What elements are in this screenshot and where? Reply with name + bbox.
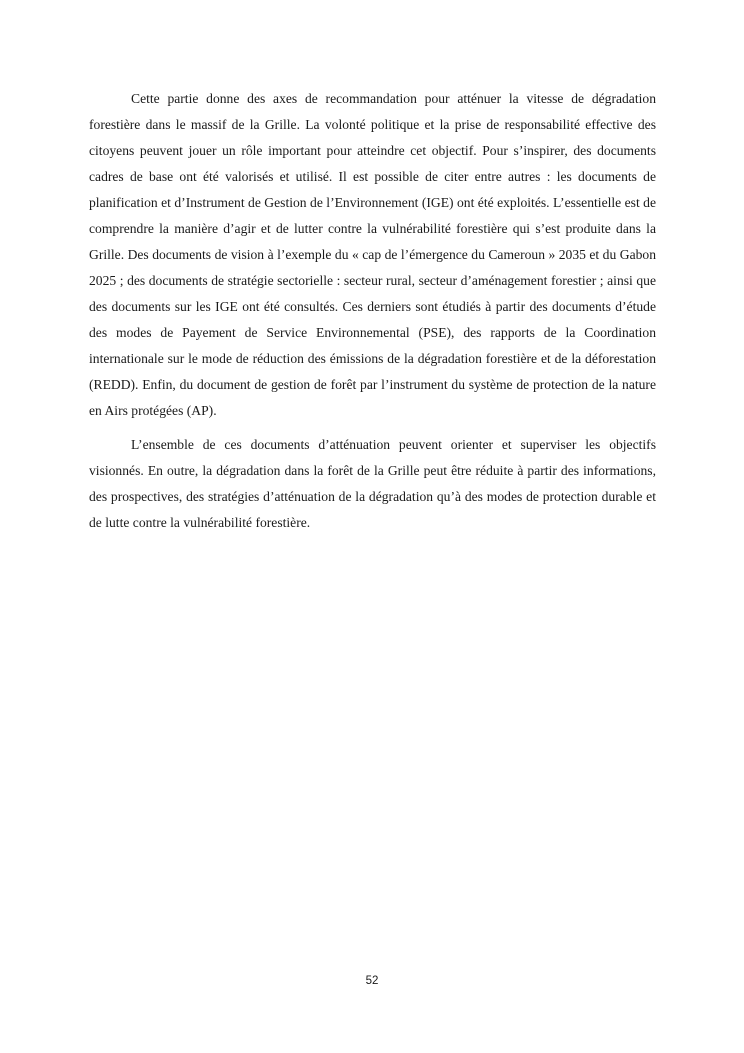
page-number: 52	[365, 975, 379, 987]
body-paragraph-2: L’ensemble de ces documents d’atténuation peuvent orienter et superviser les objectifs visionnés. En outre, la dégradation dans la forêt de la Grille peut être réduite à partir des informations, des prospectives, des stratégies d’atténuation de la dégradation qu’à des modes de protection durable et de lutte contre la vulnérabilité forestière.	[89, 437, 656, 530]
document-body	[89, 86, 656, 536]
body-paragraph-1: Cette partie donne des axes de recommandation pour atténuer la vitesse de dégradation forestière dans le massif de la Grille. La volonté politique et la prise de responsabilité effective des citoyens peuvent jouer un rôle important pour atteindre cet objectif. Pour s’inspirer, des documents cadres de base ont été valorisés et utilisé. Il est possible de citer entre autres : les documents de planification et d’Instrument de Gestion de l’Environnement (IGE) ont été exploités. L’essentielle est de comprendre la manière d’agir et de lutter contre la vulnérabilité forestière qui s’est produite dans la Grille. Des documents de vision à l’exemple du « cap de l’émergence du Cameroun » 2035 et du Gabon 2025 ; des documents de stratégie sectorielle : secteur rural, secteur d’aménagement forestier ; ainsi que des documents sur les IGE ont été consultés. Ces derniers sont étudiés à partir des documents d’étude des modes de Payement de Service Environnemental (PSE), des rapports de la Coordination internationale sur le mode de réduction des émissions de la dégradation forestière et de la déforestation (REDD). Enfin, du document de gestion de forêt par l’instrument du système de protection de la nature en Airs protégées (AP).	[89, 91, 656, 418]
